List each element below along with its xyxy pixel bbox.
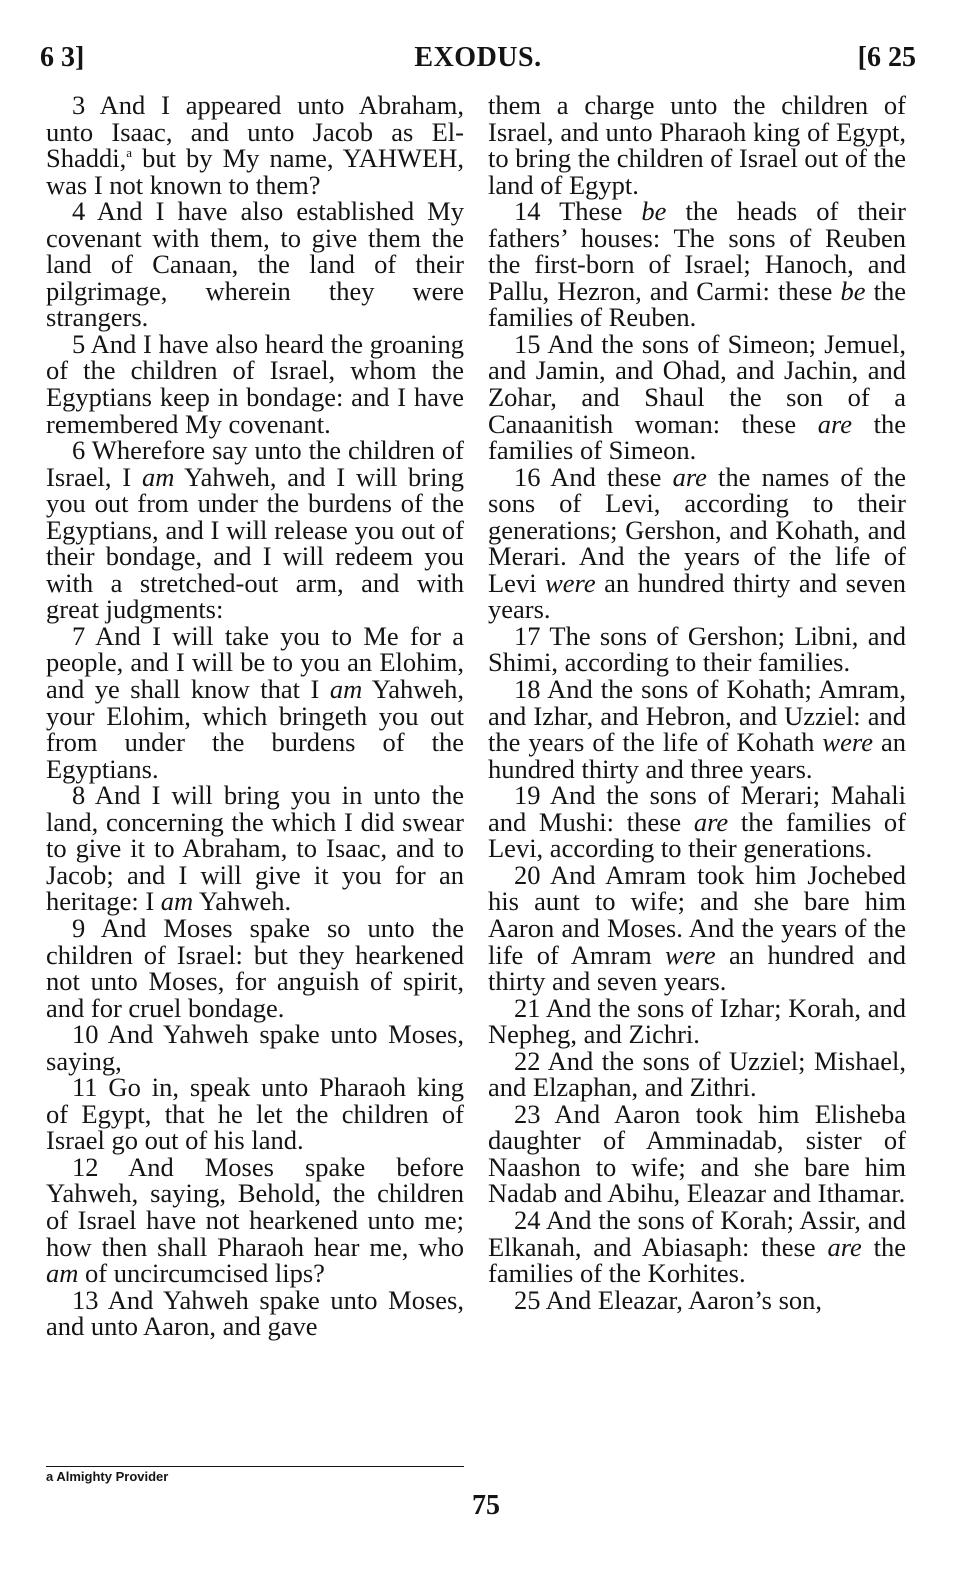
header-chapter-verse-end: [6 25 xyxy=(857,42,916,73)
verse-22: 22 And the sons of Uzziel; Mishael, and Elzaphan, and Zithri. xyxy=(488,1045,906,1103)
verse-3: 3 And I appeared unto Abraham, unto Isaac, and unto Jacob as El-Shaddi,$^a$ but by My name, YAHWEH, was I not known to them? xyxy=(46,90,464,200)
verse-4: 4 And I have also established My covenant with them, to give them the land of Canaan, the land of their pilgrimage, wherein they were strangers. xyxy=(46,196,464,333)
left-column xyxy=(46,92,464,1340)
verse-18: 18 And the sons of Kohath; Amram, and Izhar, and Hebron, and Uzziel: and the years of the life of Kohath were an hundred thirty and three years. xyxy=(488,674,907,784)
verse-25: 25 And Eleazar, Aaron’s son, xyxy=(514,1284,823,1315)
verse-20: 20 And Amram took him Jochebed his aunt to wife; and she bare him Aaron and Moses. And the years of the life of Amram were an hundred and thirty and seven years. xyxy=(488,859,906,997)
verse-10: 10 And Yahweh spake unto Moses, saying, xyxy=(46,1019,464,1076)
verse-5: 5 And I have also heard the groaning of the children of Israel, whom the Egyptians keep in bondage: and I have remembered My covenant. xyxy=(46,328,464,439)
running-header xyxy=(40,42,916,82)
verse-7: 7 And I will take you to Me for a people, and I will be to you an Elohim, and ye shall know that I am Yahweh, your Elohim, which bringeth you out from under the burdens of the Egyptians. xyxy=(46,620,464,784)
footnote-marker: a xyxy=(126,145,133,161)
verse-9: 9 And Moses spake so unto the children of Israel: but they hearkened not unto Moses, for anguish of spirit, and for cruel bondage. xyxy=(46,912,464,1023)
verse-15: 15 And the sons of Simeon; Jemuel, and Jamin, and Ohad, and Jachin, and Zohar, and Shaul the son of a Canaanitish woman: these are the families of Simeon. xyxy=(488,328,907,466)
verse-24: 24 And the sons of Korah; Assir, and Elkanah, and Abiasaph: these are the families of the Korhites. xyxy=(488,1204,906,1289)
footnote: a Almighty Provider xyxy=(46,1469,169,1484)
book-title: EXODUS. xyxy=(414,42,542,73)
verse-13-continued: them a charge unto the children of Israel, and unto Pharaoh king of Egypt, to bring the children of Israel out of the land of Egypt. xyxy=(488,90,906,200)
header-chapter-verse-start: 6 3] xyxy=(40,42,85,73)
verse-8: 8 And I will bring you in unto the land, concerning the which I did swear to give it to Abraham, to Isaac, and to Jacob; and I will give it you for an heritage: I am Yahweh. xyxy=(46,780,464,917)
verse-12: 12 And Moses spake before Yahweh, saying, Behold, the children of Israel have not hearkened unto me; how then shall Pharaoh hear me, who am of uncircumcised lips? xyxy=(46,1151,464,1289)
verse-11: 11 Go in, speak unto Pharaoh king of Egypt, that he let the children of Israel go out of his land. xyxy=(46,1072,464,1156)
verse-16: 16 And these are the names of the sons of Levi, according to their generations; Gershon, and Kohath, and Merari. And the years of the life of Levi were an hundred thirty and seven years. xyxy=(488,461,907,625)
verse-19: 19 And the sons of Merari; Mahali and Mushi: these are the families of Levi, according to their generations. xyxy=(488,780,906,864)
verse-21: 21 And the sons of Izhar; Korah, and Nepheg, and Zichri. xyxy=(488,992,906,1050)
footnote-divider xyxy=(46,1466,464,1467)
right-column xyxy=(488,92,906,1313)
verse-14: 14 These be the heads of their fathers’ houses: The sons of Reuben the first-born of Israel; Hanoch, and Pallu, Hezron, and Carmi: these be the families of Reuben. xyxy=(488,196,907,333)
verse-23: 23 And Aaron took him Elisheba daughter of Amminadab, sister of Naashon to wife; and she bare him Nadab and Abihu, Eleazar and Ithamar. xyxy=(488,1098,906,1209)
page-number: 75 xyxy=(472,1490,500,1521)
verse-13: 13 And Yahweh spake unto Moses, and unto Aaron, and gave xyxy=(46,1284,464,1342)
verse-17: 17 The sons of Gershon; Libni, and Shimi, according to their families. xyxy=(488,620,906,678)
verse-6: 6 Wherefore say unto the children of Israel, I am Yahweh, and I will bring you out from under the burdens of the Egyptians, and I will release you out of their bondage, and I will redeem you with a stretched-out arm, and with great judgments: xyxy=(46,435,464,625)
